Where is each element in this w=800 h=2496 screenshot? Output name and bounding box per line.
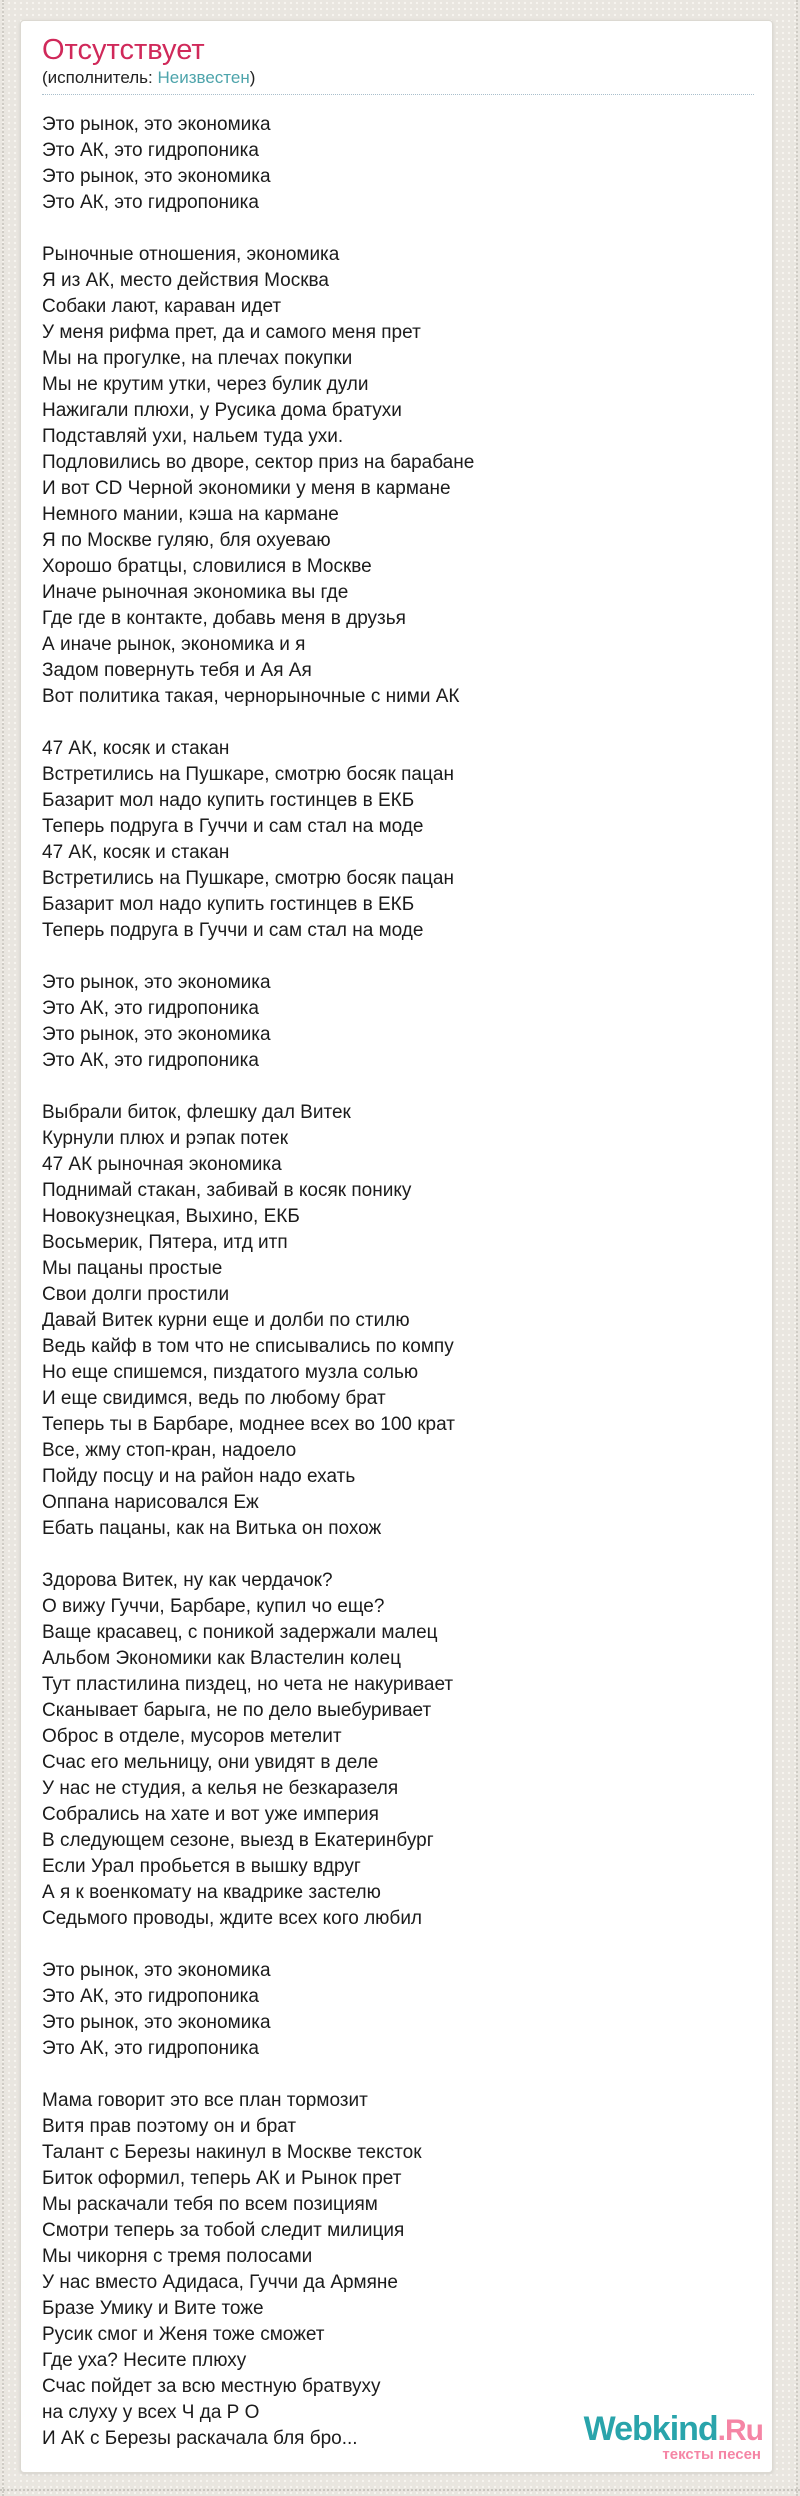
lyric-line: Это рынок, это экономика	[42, 1960, 271, 1981]
lyric-line: Где уха? Несите плюху	[42, 2350, 247, 2371]
lyric-line: Это рынок, это экономика	[42, 972, 271, 993]
lyric-line: Встретились на Пушкаре, смотрю босяк пацан	[42, 764, 454, 785]
lyric-line: Счас пойдет за всю местную братвуху	[42, 2376, 381, 2397]
stanza	[42, 1568, 754, 1932]
stanza	[42, 736, 754, 944]
lyric-line: Новокузнецкая, Выхино, ЕКБ	[42, 1206, 300, 1227]
artist-suffix: )	[249, 68, 256, 87]
lyric-line: Оппана нарисовался Еж	[42, 1492, 259, 1513]
lyric-line: Счас его мельницу, они увидят в деле	[42, 1752, 379, 1773]
site-logo-ru[interactable]: .Ru	[717, 2414, 763, 2447]
lyric-line: Мы пацаны простые	[42, 1258, 223, 1279]
lyric-line: Я из АК, место действия Москва	[42, 270, 329, 291]
lyric-line: Сканывает барыга, не по дело выебуривает	[42, 1700, 432, 1721]
lyric-line: Витя прав поэтому он и брат	[42, 2116, 297, 2137]
lyric-line: Талант с Березы накинул в Москве тексток	[42, 2142, 422, 2163]
lyric-line: 47 АК, косяк и стакан	[42, 842, 230, 863]
lyric-line: Альбом Экономики как Властелин колец	[42, 1648, 401, 1669]
lyric-line: Нажигали плюхи, у Русика дома братухи	[42, 400, 402, 421]
lyric-line: Это рынок, это экономика	[42, 2012, 271, 2033]
lyric-line: Выбрали биток, флешку дал Витек	[42, 1102, 351, 1123]
lyric-line: Седьмого проводы, ждите всех кого любил	[42, 1908, 423, 1929]
artist-prefix: (исполнитель:	[42, 68, 158, 87]
stanza	[42, 112, 754, 216]
lyric-line: Это АК, это гидропоника	[42, 1050, 259, 1071]
lyric-line: 47 АК рыночная экономика	[42, 1154, 282, 1175]
lyric-line: А иначе рынок, экономика и я	[42, 634, 306, 655]
artist-link[interactable]: Неизвестен	[157, 68, 250, 87]
lyric-line: Ваще красавец, с поникой задержали малец	[42, 1622, 438, 1643]
lyric-line: Это АК, это гидропоника	[42, 192, 259, 213]
lyric-line: Подставляй ухи, нальем туда ухи.	[42, 426, 344, 447]
lyric-line: Если Урал пробьется в вышку вдруг	[42, 1856, 361, 1877]
site-logo-webkind[interactable]: Webkind	[583, 2410, 718, 2448]
lyric-line: Хорошо братцы, словилися в Москве	[42, 556, 372, 577]
lyric-line: Теперь подруга в Гуччи и сам стал на моде	[42, 920, 424, 941]
lyrics	[42, 112, 754, 2452]
lyric-line: Мы чикорня с тремя полосами	[42, 2246, 313, 2267]
lyric-line: Теперь подруга в Гуччи и сам стал на моде	[42, 816, 424, 837]
lyric-line: В следующем сезоне, выезд в Екатеринбург	[42, 1830, 434, 1851]
lyrics-card	[20, 20, 773, 2473]
lyric-line: Рыночные отношения, экономика	[42, 244, 340, 265]
lyric-line: Свои долги простили	[42, 1284, 230, 1305]
lyric-line: Собрались на хате и вот уже империя	[42, 1804, 379, 1825]
lyric-line: Русик смог и Женя тоже сможет	[42, 2324, 325, 2345]
lyric-line: Мы на прогулке, на плечах покупки	[42, 348, 353, 369]
lyric-line: Мы раскачали тебя по всем позициям	[42, 2194, 378, 2215]
lyric-line: Все, жму стоп-кран, надоело	[42, 1440, 297, 1461]
lyric-line: Это рынок, это экономика	[42, 166, 271, 187]
stanza	[42, 2088, 754, 2452]
lyric-line: на слуху у всех Ч да Р О	[42, 2402, 260, 2423]
lyric-line: Давай Витек курни еще и долби по стилю	[42, 1310, 410, 1331]
lyric-line: И вот CD Черной экономики у меня в кармане	[42, 478, 451, 499]
background-dotted-edge-left	[2, 0, 4, 2496]
background-dotted-edge-bottom	[0, 2489, 800, 2491]
lyric-line: Подловились во дворе, сектор приз на барабане	[42, 452, 475, 473]
lyric-line: Я по Москве гуляю, бля охуеваю	[42, 530, 331, 551]
lyric-line: Курнули плюх и рэпак потек	[42, 1128, 289, 1149]
site-logo[interactable]	[584, 2412, 763, 2462]
lyric-line: Иначе рыночная экономика вы где	[42, 582, 349, 603]
lyric-line: Биток оформил, теперь АК и Рынок прет	[42, 2168, 402, 2189]
lyric-line: Смотри теперь за тобой следит милиция	[42, 2220, 405, 2241]
stanza	[42, 970, 754, 1074]
lyric-line: Это АК, это гидропоника	[42, 2038, 259, 2059]
lyric-line: Восьмерик, Пятера, итд итп	[42, 1232, 288, 1253]
lyric-line: Тут пластилина пиздец, но чета не накуривает	[42, 1674, 454, 1695]
lyric-line: Где где в контакте, добавь меня в друзья	[42, 608, 406, 629]
lyric-line: Собаки лают, караван идет	[42, 296, 282, 317]
lyric-line: А я к военкомату на квадрике застелю	[42, 1882, 381, 1903]
stanza	[42, 242, 754, 710]
lyric-line: Мы не крутим утки, через булик дули	[42, 374, 369, 395]
site-logo-wordmark[interactable]	[584, 2412, 763, 2446]
lyric-line: Это рынок, это экономика	[42, 1024, 271, 1045]
lyric-line: И АК с Березы раскачала бля бро...	[42, 2428, 358, 2449]
lyric-line: Ебать пацаны, как на Витька он похож	[42, 1518, 382, 1539]
lyric-line: Пойду посцу и на район надо ехать	[42, 1466, 356, 1487]
lyric-line: Задом повернуть тебя и Ая Ая	[42, 660, 312, 681]
lyric-line: Базарит мол надо купить гостинцев в ЕКБ	[42, 790, 415, 811]
lyric-line: И еще свидимся, ведь по любому брат	[42, 1388, 386, 1409]
lyric-line: У меня рифма прет, да и самого меня прет	[42, 322, 421, 343]
stanza	[42, 1958, 754, 2062]
lyric-line: О вижу Гуччи, Барбаре, купил чо еще?	[42, 1596, 385, 1617]
stanza	[42, 1100, 754, 1542]
lyric-line: Поднимай стакан, забивай в косяк понику	[42, 1180, 412, 1201]
lyric-line: Это рынок, это экономика	[42, 114, 271, 135]
lyric-line: Оброс в отделе, мусоров метелит	[42, 1726, 342, 1747]
lyric-line: Встретились на Пушкаре, смотрю босяк пацан	[42, 868, 454, 889]
lyric-line: Немного мании, кэша на кармане	[42, 504, 339, 525]
lyric-line: У нас не студия, а келья не безкаразеля	[42, 1778, 399, 1799]
artist-line	[42, 67, 754, 95]
lyric-line: У нас вместо Адидаса, Гуччи да Армяне	[42, 2272, 398, 2293]
site-logo-tagline: тексты песен	[662, 2446, 761, 2463]
lyric-line: Вот политика такая, чернорыночные с ними АК	[42, 686, 460, 707]
lyric-line: Это АК, это гидропоника	[42, 1986, 259, 2007]
background-dotted-edge-right	[796, 0, 798, 2496]
lyric-line: Бразе Умику и Вите тоже	[42, 2298, 264, 2319]
lyric-line: 47 АК, косяк и стакан	[42, 738, 230, 759]
lyric-line: Но еще спишемся, пиздатого музла солью	[42, 1362, 419, 1383]
lyric-line: Мама говорит это все план тормозит	[42, 2090, 368, 2111]
lyric-line: Базарит мол надо купить гостинцев в ЕКБ	[42, 894, 415, 915]
lyric-line: Это АК, это гидропоника	[42, 998, 259, 1019]
lyric-line: Теперь ты в Барбаре, моднее всех во 100 крат	[42, 1414, 455, 1435]
lyric-line: Ведь кайф в том что не списывались по компу	[42, 1336, 454, 1357]
lyric-line: Здорова Витек, ну как чердачок?	[42, 1570, 333, 1591]
lyric-line: Это АК, это гидропоника	[42, 140, 259, 161]
song-title: Отсутствует	[42, 34, 205, 66]
